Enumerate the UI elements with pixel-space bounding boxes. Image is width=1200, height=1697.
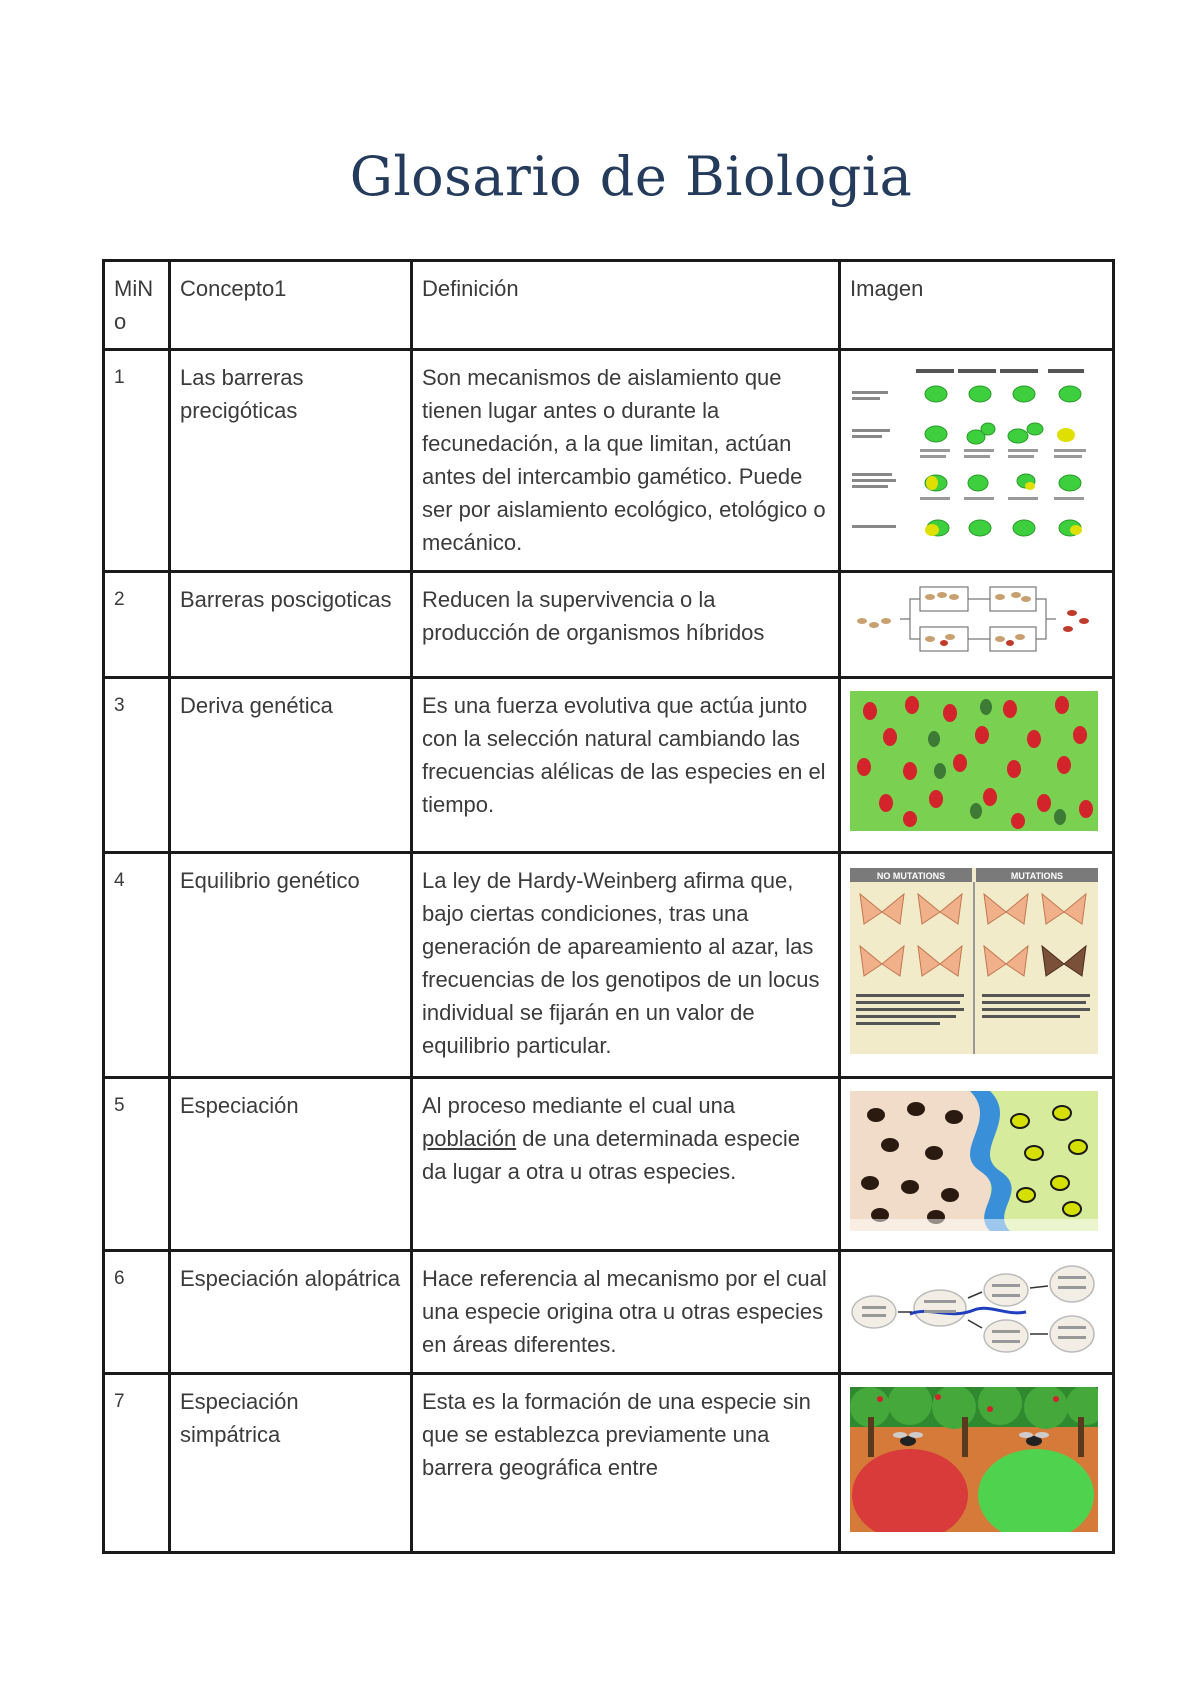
row-concept: Especiación (170, 1078, 412, 1251)
definition-text: Al proceso mediante el cual una (422, 1093, 736, 1118)
table-row (104, 678, 1114, 853)
row-concept: Especiación alopátrica (170, 1251, 412, 1374)
poblacion-link[interactable]: población (422, 1126, 517, 1151)
row-number: 7 (104, 1374, 170, 1553)
row-concept: Equilibrio genético (170, 853, 412, 1078)
page-title: Glosario de Biologia (349, 145, 913, 208)
header-concept: Concepto1 (170, 261, 412, 350)
row-definition: Esta es la formación de una especie sin que se establezca previamente una barrera geográfica entre (412, 1374, 840, 1553)
row-number: 6 (104, 1251, 170, 1374)
table-header-row (104, 261, 1114, 350)
table-row (104, 853, 1114, 1078)
row-definition: La ley de Hardy-Weinberg afirma que, bajo ciertas condiciones, tras una generación de apareamiento al azar, las frecuencias de los genotipos de un locus individual se fijarán en un valor de equilibrio particular. (412, 853, 840, 1078)
row-number: 5 (104, 1078, 170, 1251)
table-row (104, 1078, 1114, 1251)
beetles-green-field-image (850, 691, 1098, 831)
speciation-chart-image (850, 361, 1098, 546)
header-definition: Definición (412, 261, 840, 350)
river-split-beetles-image (850, 1091, 1098, 1231)
hybrid-flow-image (850, 583, 1098, 655)
definition-text: de una determinada especie da lugar a otra u otras especies. (422, 1126, 800, 1184)
row-definition (412, 1078, 840, 1251)
row-number: 4 (104, 853, 170, 1078)
apples-flies-image (850, 1387, 1098, 1532)
glossary-table (102, 259, 1115, 1554)
row-concept: Deriva genética (170, 678, 412, 853)
row-definition: Reducen la supervivencia o la producción de organismos híbridos (412, 572, 840, 678)
moths-mutations-image (850, 868, 1098, 1054)
header-image: Imagen (840, 261, 1114, 350)
row-definition: Hace referencia al mecanismo por el cual una especie origina otra u otras especies en áreas diferentes. (412, 1251, 840, 1374)
table-row (104, 572, 1114, 678)
table-row (104, 1251, 1114, 1374)
row-concept: Barreras poscigoticas (170, 572, 412, 678)
row-number: 1 (104, 350, 170, 572)
row-definition: Son mecanismos de aislamiento que tienen lugar antes o durante la fecunedación, a la que limitan, actúan antes del intercambio gamético. Puede ser por aislamiento ecológico, etológico o mecánico. (412, 350, 840, 572)
right-panel-header: MUTATIONS (1010, 871, 1064, 881)
row-definition: Es una fuerza evolutiva que actúa junto con la selección natural cambiando las frecuencias alélicas de las especies en el tiempo. (412, 678, 840, 853)
row-number: 3 (104, 678, 170, 853)
table-row (104, 1374, 1114, 1553)
row-concept: Especiación simpátrica (170, 1374, 412, 1553)
table-row (104, 350, 1114, 572)
header-number: MiN o (104, 261, 170, 350)
row-concept: Las barreras precigóticas (170, 350, 412, 572)
allopatric-diagram-image (850, 1262, 1098, 1358)
left-panel-header: NO MUTATIONS (876, 871, 946, 881)
row-number: 2 (104, 572, 170, 678)
